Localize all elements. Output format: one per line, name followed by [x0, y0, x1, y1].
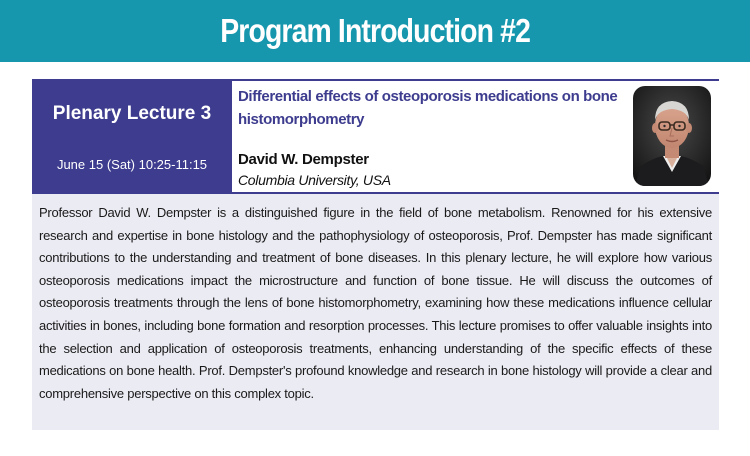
lecture-datetime: June 15 (Sat) 10:25-11:15: [56, 157, 208, 172]
lecture-label: Plenary Lecture 3: [52, 103, 212, 124]
speaker-portrait-illustration: [633, 86, 711, 186]
header-top-rule: [232, 79, 719, 81]
page-title: Program Introduction #2: [220, 12, 530, 49]
bio-panel: [32, 194, 719, 430]
lecture-card-header: [32, 77, 719, 194]
lecture-info-box: [32, 79, 232, 192]
talk-title: Differential effects of osteoporosis medications on bone histomorphometry: [238, 88, 618, 128]
speaker-name: David W. Dempster: [238, 151, 369, 168]
speaker-bio: Professor David W. Dempster is a distinguished figure in the field of bone metabolism. Renowned for his extensive research and expertise in bone histology and the pathophysiology of osteoporosis, Prof. Dempster has made significant contributions to the understanding and treatment of bone diseases. In this plenary lecture, he will explore how various osteoporosis medications impact the microstructure and function of bone tissue. He will discuss the outcomes of osteoporosis treatments through the lens of bone histomorphometry, examining how these medications influence cellular activities in bones, including bone formation and resorption processes. This lecture promises to offer valuable insights into the selection and application of osteoporosis treatments, enhancing understanding of the specific effects of these medications on bone health. Prof. Dempster's profound knowledge and research in bone histology will provide a clear and comprehensive perspective on this complex topic.: [39, 205, 712, 401]
speaker-affiliation: Columbia University, USA: [238, 172, 391, 188]
lecture-card: [32, 77, 719, 430]
header-banner: [0, 0, 750, 62]
speaker-photo: [633, 86, 711, 186]
